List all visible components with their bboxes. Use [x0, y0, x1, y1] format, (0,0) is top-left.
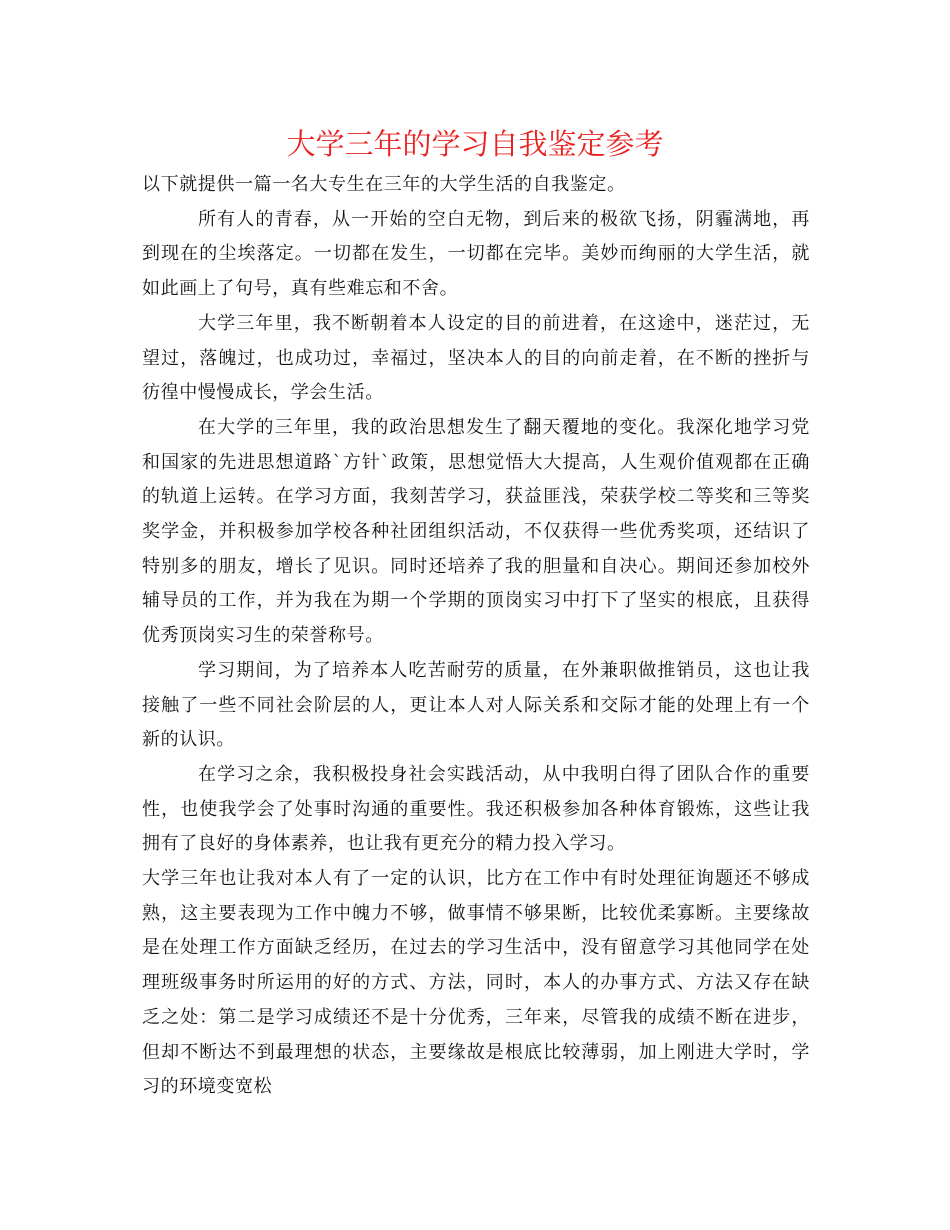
paragraph-social-practice: 在学习之余，我积极投身社会实践活动，从中我明白得了团队合作的重要性，也使我学会了处事时沟通的重要性。我还积极参加各种体育锻炼，这些让我拥有了良好的身体素养，也让我有更充分的精力投入学习。: [142, 763, 810, 855]
document-title: 大学三年的学习自我鉴定参考: [286, 127, 664, 161]
document-body: [142, 168, 810, 1105]
paragraph-self-awareness: 大学三年也让我对本人有了一定的认识，比方在工作中有时处理征询题还不够成熟，这主要表现为工作中魄力不够，做事情不够果断，比较优柔寡断。主要缘故是在处理工作方面缺乏经历，在过去的学习生活中，没有留意学习其他同学在处理班级事务时所运用的好的方式、方法，同时，本人的办事方式、方法又存在缺乏之处：第二是学习成绩还不是十分优秀，三年来，尽管我的成绩不断在进步，但却不断达不到最理想的状态，主要缘故是根底比较薄弱，加上刚进大学时，学习的环境变宽松: [142, 868, 810, 1098]
paragraph-intro: 以下就提供一篇一名大专生在三年的大学生活的自我鉴定。: [142, 174, 626, 195]
paragraph-politics-study: 在大学的三年里，我的政治思想发生了翻天覆地的变化。我深化地学习党和国家的先进思想道路`方针`政策，思想觉悟大大提高，人生观价值观都在正确的轨道上运转。在学习方面，我刻苦学习，获益匪浅，荣获学校二等奖和三等奖奖学金，并积极参加学校各种社团组织活动，不仅获得一些优秀奖项，还结识了特别多的朋友，增长了见识。同时还培养了我的胆量和自决心。期间还参加校外辅导员的工作，并为我在为期一个学期的顶岗实习中打下了坚实的根底，且获得优秀顶岗实习生的荣誉称号。: [142, 416, 810, 647]
paragraph-goals: 大学三年里，我不断朝着本人设定的目的前进着，在这途中，迷茫过，无望过，落魄过，也成功过，幸福过，坚决本人的目的向前走着，在不断的挫折与彷徨中慢慢成长，学会生活。: [142, 312, 810, 404]
paragraph-part-time-job: 学习期间，为了培养本人吃苦耐劳的质量，在外兼职做推销员，这也让我接触了一些不同社会阶层的人，更让本人对人际关系和交际才能的处理上有一个新的认识。: [142, 659, 810, 751]
paragraph-youth: 所有人的青春，从一开始的空白无物，到后来的极欲飞扬，阴霾满地，再到现在的尘埃落定。一切都在发生，一切都在完毕。美妙而绚丽的大学生活，就如此画上了句号，真有些难忘和不舍。: [142, 208, 810, 300]
